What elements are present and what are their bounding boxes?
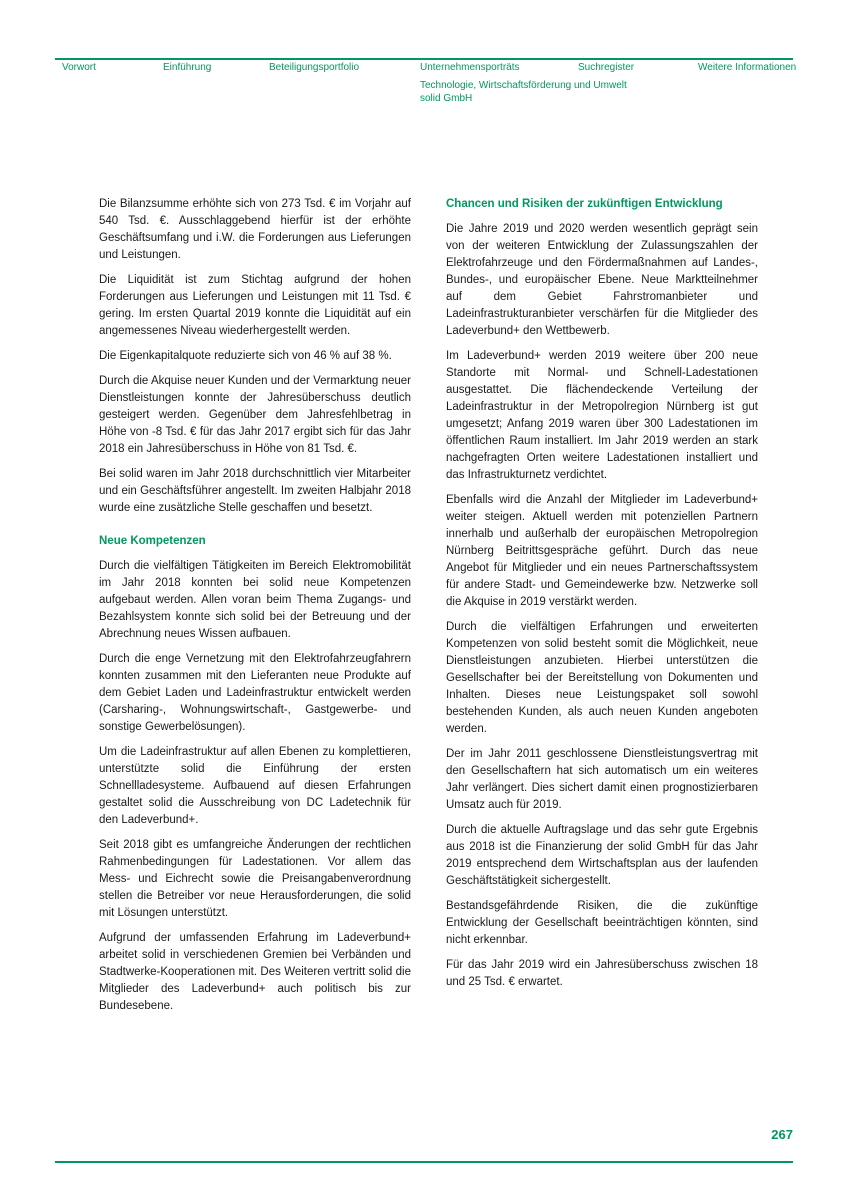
nav-item-weitere-informationen[interactable]: Weitere Informationen <box>698 62 797 73</box>
paragraph-risiken: Bestandsgefährdende Risiken, die die zukünftige Entwicklung der Gesellschaft beeinträchtigen könnten, sind nicht erkennbar. <box>446 900 758 946</box>
paragraph-rahmenbedingungen: Seit 2018 gibt es umfangreiche Änderungen der rechtlichen Rahmenbedingungen für Ladestationen. Vor allem das Mess- und Eichrecht sowie die Preisangabenverordnung stellen die Betreiber vor neue Herausforderungen, die solid mit Lösungen unterstützt. <box>99 839 411 919</box>
nav-item-beteiligungsportfolio[interactable]: Beteiligungsportfolio <box>269 62 360 73</box>
section-heading-neue-kompetenzen: Neue Kompetenzen <box>99 535 206 547</box>
nav-item-unternehmensportraets[interactable]: Unternehmensporträts <box>420 62 520 73</box>
left-text-column <box>99 196 411 1023</box>
paragraph-dienstleistungsvertrag: Der im Jahr 2011 geschlossene Dienstleistungsvertrag mit den Gesellschaftern hat sich automatisch um ein weiteres Jahr verlängert. Dies sichert damit einen prognostizierbaren Umsatz auch für 2019. <box>446 748 758 811</box>
footer-divider <box>55 1161 793 1163</box>
paragraph-mitarbeiter: Bei solid waren im Jahr 2018 durchschnittlich vier Mitarbeiter und ein Geschäftsführer angestellt. Im zweiten Halbjahr 2018 wurde eine zusätzliche Stelle geschaffen und besetzt. <box>99 468 411 514</box>
section-breadcrumb <box>420 79 627 105</box>
page-number: 267 <box>771 1127 793 1142</box>
paragraph-vernetzung: Durch die enge Vernetzung mit den Elektrofahrzeugfahrern konnten zusammen mit den Lieferanten neue Produkte auf dem Gebiet Laden und Ladeinfrastruktur entwickelt werden (Carsharing-, Wohnungswirtschaft-, Gastgewerbe- und sonstige Gewerbelösungen). <box>99 653 411 733</box>
nav-item-suchregister[interactable]: Suchregister <box>578 62 635 73</box>
paragraph-erweiterte-kompetenzen: Durch die vielfältigen Erfahrungen und erweiterten Kompetenzen von solid besteht somit die Möglichkeit, neue Dienstleistungen anzubieten. Hierbei unterstützen die Gesellschafter bei der Bereitstellung von Dokumenten und Inhalten. Dieses neue Leistungspaket soll sowohl bestehenden Kunden, als auch neuen Kunden angeboten werden. <box>446 621 758 735</box>
paragraph-mitglieder-steigen: Ebenfalls wird die Anzahl der Mitglieder im Ladeverbund+ weiter steigen. Aktuell werden mit potenziellen Partnern innerhalb und außerhalb der europäischen Metropolregion Nürnberg Beitrittsgespräche geführt. Durch das neue Angebot für Mitglieder und ein neues Partnerschaftssystem für andere Stadt- und Gemeindewerke bzw. Netzwerke soll die Akquise in 2019 verstärkt werden. <box>446 494 758 608</box>
paragraph-gremien: Aufgrund der umfassenden Erfahrung im Ladeverbund+ arbeitet solid in verschiedenen Gremien bei Verbänden und Stadtwerke-Kooperationen mit. Des Weiteren vertritt solid die Mitglieder des Ladeverbund+ auch politisch bis zur Bundesebene. <box>99 932 411 1012</box>
paragraph-jahre-2019-2020: Die Jahre 2019 und 2020 werden wesentlich geprägt sein von der weiteren Entwicklung der Zulassungszahlen der Elektrofahrzeuge und den Fördermaßnahmen auf Landes-, Bundes-, und europäischer Ebene. Neue Marktteilnehmer auf dem Gebiet Fahrstromanbieter und Ladeinfrastrukturanbieter verschärfen für die Mitglieder des Ladeverbund+ den Wettbewerb. <box>446 223 758 337</box>
paragraph-jahresueberschuss: Durch die Akquise neuer Kunden und der Vermarktung neuer Dienstleistungen konnte der Jahresüberschuss deutlich gesteigert werden. Gegenüber dem Jahresfehlbetrag in Höhe von -8 Tsd. € für das Jahr 2017 ergibt sich für das Jahr 2018 ein Jahresüberschuss in Höhe von 81 Tsd. €. <box>99 375 411 455</box>
right-text-column <box>446 196 758 999</box>
paragraph-prognose: Für das Jahr 2019 wird ein Jahresüberschuss zwischen 18 und 25 Tsd. € erwartet. <box>446 959 758 988</box>
nav-item-einfuehrung[interactable]: Einführung <box>163 62 212 73</box>
paragraph-auftragslage: Durch die aktuelle Auftragslage und das sehr gute Ergebnis aus 2018 ist die Finanzierung der solid GmbH für das Jahr 2019 entsprechend dem Wirtschaftsplan aus der laufenden Geschäftstätigkeit sichergestellt. <box>446 824 758 887</box>
nav-item-vorwort[interactable]: Vorwort <box>62 62 96 73</box>
breadcrumb-company-line: solid GmbH <box>420 93 473 104</box>
breadcrumb-section-line: Technologie, Wirtschaftsförderung und Umwelt <box>420 80 627 91</box>
paragraph-eigenkapitalquote: Die Eigenkapitalquote reduzierte sich von 46 % auf 38 %. <box>99 350 392 362</box>
paragraph-ladeverbund-standorte: Im Ladeverbund+ werden 2019 weitere über 200 neue Standorte mit Normal- und Schnell-Ladestationen ausgestattet. Die flächendeckende Verteilung der Ladeinfrastruktur in der Metropolregion Nürnberg ist gut umgesetzt; Anfang 2019 waren über 300 Ladestationen im öffentlichen Raum installiert. Im Jahr 2019 werden an stark nachgefragten Orten weitere Ladestationen installiert und das Infrastrukturnetz verdichtet. <box>446 350 758 481</box>
header-divider <box>55 58 793 60</box>
paragraph-elektromobilitaet: Durch die vielfältigen Tätigkeiten im Bereich Elektromobilität im Jahr 2018 konnten bei solid neue Kompetenzen aufgebaut werden. Allen voran beim Thema Zugangs- und Bezahlsystem konnte sich solid bei der Betreuung und der Abrechnung neues Wissen aufbauen. <box>99 560 411 640</box>
section-heading-chancen-risiken: Chancen und Risiken der zukünftigen Entwicklung <box>446 198 723 210</box>
paragraph-bilanzsumme: Die Bilanzsumme erhöhte sich von 273 Tsd. € im Vorjahr auf 540 Tsd. €. Ausschlaggebend hierfür ist der erhöhte Geschäftsumfang und i.W. die Forderungen aus Lieferungen und Leistungen. <box>99 198 411 261</box>
paragraph-ladeinfrastruktur: Um die Ladeinfrastruktur auf allen Ebenen zu komplettieren, unterstützte solid die Einführung der ersten Schnellladesysteme. Aufbauend auf diesen Erfahrungen gestaltet solid die Ausschreibung von DC Ladetechnik für den Ladeverbund+. <box>99 746 411 826</box>
paragraph-liquiditaet: Die Liquidität ist zum Stichtag aufgrund der hohen Forderungen aus Lieferungen und Leistungen mit 11 Tsd. € gering. Im ersten Quartal 2019 konnte die Liquidität auf ein angemessenes Niveau wiederhergestellt werden. <box>99 274 411 337</box>
